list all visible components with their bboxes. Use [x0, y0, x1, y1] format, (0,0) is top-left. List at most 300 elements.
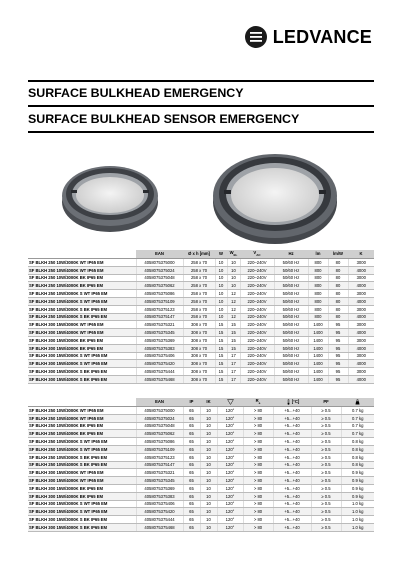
spec-cell: 50/60 Hz	[274, 337, 308, 345]
spec-cell: 10	[200, 407, 217, 415]
spec-cell: 10	[200, 422, 217, 430]
spec-cell: 65	[183, 422, 200, 430]
spec-cell: 80	[328, 259, 348, 267]
spec-cell: +5...+40	[273, 430, 311, 438]
spec-cell: 65	[183, 461, 200, 469]
column-header: $V_{AC}$	[240, 250, 274, 259]
spec-cell: 120°	[217, 477, 243, 485]
spec-cell: 65	[183, 516, 200, 524]
spec-cell: 120°	[217, 430, 243, 438]
spec-cell: 10	[227, 266, 240, 274]
product-name-cell: SF BLKH 250 10W/3000K WT IP65 EM	[28, 259, 136, 267]
product-name-cell: SF BLKH 300 15W/4000K WT IP65 EM	[28, 329, 136, 337]
spec-cell: 15	[215, 352, 227, 360]
spec-cell: 4058075375444	[136, 516, 183, 524]
spec-cell: 800	[308, 266, 328, 274]
spec-cell: 4058075375123	[136, 305, 183, 313]
spec-cell: 1400	[308, 375, 328, 383]
spec-cell: 4000	[348, 298, 374, 306]
header-product-name-blank	[28, 250, 136, 259]
product-name-cell: SF BLKH 250 10W/4000K S BK IP65 EM	[28, 461, 136, 469]
spec-cell: 65	[183, 500, 200, 508]
table-row	[28, 516, 374, 524]
spec-cell: 3000	[348, 352, 374, 360]
spec-cell: 95	[328, 329, 348, 337]
spec-cell: 220–240V	[240, 352, 274, 360]
spec-cell: ≥ 0.5	[311, 430, 341, 438]
spec-cell: 15	[227, 321, 240, 329]
brand-name: LEDVANCE	[272, 26, 372, 47]
spec-cell: 1400	[308, 352, 328, 360]
spec-cell: 95	[328, 344, 348, 352]
spec-cell: 12	[227, 305, 240, 313]
column-header: Hz	[274, 250, 308, 259]
table-row	[28, 360, 374, 368]
spec-cell: 65	[183, 430, 200, 438]
page-title-1: SURFACE BULKHEAD EMERGENCY	[28, 86, 244, 100]
spec-cell: 0.7 kg	[341, 407, 374, 415]
product-name-cell: SF BLKH 250 10W/4000K BK IP65 EM	[28, 282, 136, 290]
spec-cell: 0.9 kg	[341, 492, 374, 500]
spec-cell: 1.0 kg	[341, 516, 374, 524]
spec-cell: > 80	[243, 508, 273, 516]
spec-cell: 3000	[348, 305, 374, 313]
spec-cell: +5...+40	[273, 407, 311, 415]
product-name-cell: SF BLKH 300 15W/4000K S BK IP65 EM	[28, 523, 136, 531]
spec-cell: 220–240V	[240, 282, 274, 290]
spec-cell: 10	[200, 461, 217, 469]
table-row	[28, 329, 374, 337]
spec-cell: 15	[215, 321, 227, 329]
spec-cell: ≥ 0.5	[311, 407, 341, 415]
page-title-2: SURFACE BULKHEAD SENSOR EMERGENCY	[28, 112, 300, 126]
spec-cell: 65	[183, 523, 200, 531]
spec-cell: 1.0 kg	[341, 508, 374, 516]
specs-table-electrical	[28, 250, 374, 384]
divider-bottom	[28, 131, 374, 133]
spec-cell: 3000	[348, 321, 374, 329]
spec-cell: 120°	[217, 446, 243, 454]
temperature-icon: [°C]	[273, 398, 311, 407]
spec-cell: 50/60 Hz	[274, 368, 308, 376]
spec-cell: 95	[328, 321, 348, 329]
spec-cell: 220–240V	[240, 313, 274, 321]
table-row	[28, 290, 374, 298]
product-name-cell: SF BLKH 250 10W/3000K S WT IP65 EM	[28, 438, 136, 446]
spec-cell: 800	[308, 313, 328, 321]
spec-cell: 95	[328, 352, 348, 360]
column-header: $R_a$	[243, 398, 273, 407]
spec-cell: 3000	[348, 337, 374, 345]
product-name-cell: SF BLKH 250 10W/3000K S BK IP65 EM	[28, 305, 136, 313]
spec-cell: 4000	[348, 360, 374, 368]
spec-cell: ≥ 0.5	[311, 516, 341, 524]
spec-cell: 308 x 70	[183, 375, 215, 383]
spec-cell: 0.8 kg	[341, 453, 374, 461]
column-header: $W_{EL}$	[227, 250, 240, 259]
spec-cell: 15	[215, 368, 227, 376]
table-row	[28, 407, 374, 415]
spec-cell: 120°	[217, 422, 243, 430]
spec-cell: 4058075375048	[136, 274, 183, 282]
spec-cell: > 80	[243, 469, 273, 477]
spec-cell: 800	[308, 274, 328, 282]
table-row	[28, 313, 374, 321]
spec-cell: 12	[227, 290, 240, 298]
spec-cell: 10	[200, 414, 217, 422]
spec-cell: 308 x 70	[183, 321, 215, 329]
spec-cell: 17	[227, 375, 240, 383]
spec-cell: 50/60 Hz	[274, 298, 308, 306]
spec-cell: 50/60 Hz	[274, 321, 308, 329]
spec-cell: 220–240V	[240, 290, 274, 298]
product-name-cell: SF BLKH 250 10W/3000K WT IP65 EM	[28, 407, 136, 415]
spec-cell: 65	[183, 477, 200, 485]
spec-cell: 120°	[217, 508, 243, 516]
spec-cell: 10	[215, 313, 227, 321]
spec-cell: 0.8 kg	[341, 446, 374, 454]
spec-cell: 800	[308, 290, 328, 298]
table-row	[28, 321, 374, 329]
spec-cell: 800	[308, 282, 328, 290]
product-name-cell: SF BLKH 300 15W/3000K S WT IP65 EM	[28, 500, 136, 508]
spec-cell: 120°	[217, 523, 243, 531]
spec-cell: ≥ 0.5	[311, 469, 341, 477]
table-row	[28, 266, 374, 274]
product-name-cell: SF BLKH 250 10W/4000K WT IP65 EM	[28, 266, 136, 274]
column-header: K	[348, 250, 374, 259]
spec-cell: 1.0 kg	[341, 523, 374, 531]
spec-cell: 4000	[348, 344, 374, 352]
spec-cell: 4058075375024	[136, 414, 183, 422]
spec-cell: 10	[215, 282, 227, 290]
spec-cell: 10	[215, 266, 227, 274]
spec-cell: 308 x 70	[183, 352, 215, 360]
spec-cell: 50/60 Hz	[274, 313, 308, 321]
product-name-cell: SF BLKH 300 15W/3000K BK IP65 EM	[28, 337, 136, 345]
spec-cell: ≥ 0.5	[311, 461, 341, 469]
spec-cell: 4058075375086	[136, 438, 183, 446]
spec-cell: 308 x 70	[183, 329, 215, 337]
spec-cell: 4058075375321	[136, 321, 183, 329]
spec-cell: 50/60 Hz	[274, 290, 308, 298]
spec-cell: 17	[227, 352, 240, 360]
spec-cell: +5...+40	[273, 438, 311, 446]
spec-cell: 258 x 70	[183, 274, 215, 282]
table-row	[28, 375, 374, 383]
spec-cell: 65	[183, 414, 200, 422]
ledvance-logo-icon	[245, 26, 267, 48]
spec-cell: ≥ 0.5	[311, 492, 341, 500]
spec-cell: 120°	[217, 453, 243, 461]
spec-cell: 10	[200, 508, 217, 516]
spec-cell: 258 x 70	[183, 282, 215, 290]
spec-cell: > 80	[243, 407, 273, 415]
spec-cell: +5...+40	[273, 477, 311, 485]
spec-cell: 0.7 kg	[341, 414, 374, 422]
product-name-cell: SF BLKH 300 15W/3000K WT IP65 EM	[28, 469, 136, 477]
spec-cell: 4000	[348, 329, 374, 337]
spec-cell: 4058075375383	[136, 492, 183, 500]
spec-cell: > 80	[243, 438, 273, 446]
spec-cell: 800	[308, 298, 328, 306]
spec-cell: 4058075375406	[136, 352, 183, 360]
spec-cell: 220–240V	[240, 375, 274, 383]
spec-cell: 800	[308, 305, 328, 313]
product-name-cell: SF BLKH 300 15W/4000K WT IP65 EM	[28, 477, 136, 485]
spec-cell: 4058075375406	[136, 500, 183, 508]
brand-logo	[245, 26, 372, 48]
spec-cell: 10	[215, 274, 227, 282]
spec-cell: 220–240V	[240, 344, 274, 352]
table-row	[28, 368, 374, 376]
table-row	[28, 508, 374, 516]
spec-cell: 4058075375062	[136, 282, 183, 290]
spec-cell: 120°	[217, 516, 243, 524]
table-row	[28, 453, 374, 461]
spec-cell: ≥ 0.5	[311, 453, 341, 461]
spec-cell: 4000	[348, 282, 374, 290]
spec-cell: 10	[215, 259, 227, 267]
spec-cell: 80	[328, 266, 348, 274]
spec-cell: 220–240V	[240, 266, 274, 274]
spec-cell: 120°	[217, 407, 243, 415]
table-row	[28, 446, 374, 454]
spec-cell: 10	[200, 485, 217, 493]
spec-cell: 10	[215, 298, 227, 306]
spec-cell: 10	[227, 274, 240, 282]
spec-cell: 65	[183, 453, 200, 461]
product-name-cell: SF BLKH 300 15W/3000K S WT IP65 EM	[28, 352, 136, 360]
table-row	[28, 500, 374, 508]
spec-cell: ≥ 0.5	[311, 485, 341, 493]
spec-cell: 10	[227, 282, 240, 290]
spec-cell: 4058075375468	[136, 523, 183, 531]
spec-cell: 15	[227, 329, 240, 337]
table-row	[28, 337, 374, 345]
spec-cell: 4058075375024	[136, 266, 183, 274]
spec-cell: 4058075375369	[136, 485, 183, 493]
spec-cell: > 80	[243, 461, 273, 469]
spec-cell: 1400	[308, 321, 328, 329]
spec-cell: ≥ 0.5	[311, 523, 341, 531]
column-header: lm	[308, 250, 328, 259]
spec-cell: +5...+40	[273, 453, 311, 461]
product-image-300	[210, 140, 340, 250]
spec-cell: ≥ 0.5	[311, 477, 341, 485]
spec-cell: > 80	[243, 414, 273, 422]
product-name-cell: SF BLKH 250 10W/3000K BK IP65 EM	[28, 422, 136, 430]
spec-cell: 1400	[308, 329, 328, 337]
spec-cell: 308 x 70	[183, 337, 215, 345]
spec-cell: 120°	[217, 414, 243, 422]
spec-cell: 10	[200, 438, 217, 446]
column-header: PF	[311, 398, 341, 407]
product-name-cell: SF BLKH 250 10W/4000K S WT IP65 EM	[28, 446, 136, 454]
spec-cell: 50/60 Hz	[274, 360, 308, 368]
spec-cell: 220–240V	[240, 329, 274, 337]
column-header: lm/W	[328, 250, 348, 259]
spec-cell: 80	[328, 290, 348, 298]
spec-cell: 4058075375468	[136, 375, 183, 383]
spec-cell: 50/60 Hz	[274, 352, 308, 360]
spec-cell: 4058075375123	[136, 453, 183, 461]
spec-cell: 220–240V	[240, 321, 274, 329]
spec-cell: 220–240V	[240, 274, 274, 282]
spec-cell: 50/60 Hz	[274, 282, 308, 290]
spec-cell: 80	[328, 305, 348, 313]
spec-cell: 3000	[348, 290, 374, 298]
column-header: IK	[200, 398, 217, 407]
beam-angle-icon	[217, 398, 243, 407]
spec-cell: ≥ 0.5	[311, 438, 341, 446]
spec-cell: 258 x 70	[183, 313, 215, 321]
table-row	[28, 259, 374, 267]
spec-cell: 120°	[217, 485, 243, 493]
specs-table-physical	[28, 398, 374, 532]
spec-cell: 4058075375383	[136, 344, 183, 352]
spec-cell: > 80	[243, 477, 273, 485]
spec-cell: 65	[183, 446, 200, 454]
table-row	[28, 485, 374, 493]
spec-cell: ≥ 0.5	[311, 508, 341, 516]
spec-cell: 4058075375444	[136, 368, 183, 376]
spec-cell: 17	[227, 368, 240, 376]
spec-cell: ≥ 0.5	[311, 414, 341, 422]
spec-cell: +5...+40	[273, 508, 311, 516]
spec-cell: 3000	[348, 368, 374, 376]
spec-cell: 4058075375345	[136, 329, 183, 337]
product-name-cell: SF BLKH 300 15W/4000K S WT IP65 EM	[28, 360, 136, 368]
table-row	[28, 461, 374, 469]
spec-cell: ≥ 0.5	[311, 446, 341, 454]
spec-cell: 10	[200, 453, 217, 461]
table-row	[28, 305, 374, 313]
spec-cell: 3000	[348, 274, 374, 282]
spec-cell: 258 x 70	[183, 259, 215, 267]
spec-cell: 10	[200, 469, 217, 477]
table-row	[28, 282, 374, 290]
header-product-name-blank	[28, 398, 136, 407]
spec-cell: 65	[183, 438, 200, 446]
spec-cell: > 80	[243, 516, 273, 524]
spec-cell: 0.9 kg	[341, 485, 374, 493]
spec-cell: 0.7 kg	[341, 430, 374, 438]
table-row	[28, 422, 374, 430]
spec-cell: 95	[328, 337, 348, 345]
spec-cell: 50/60 Hz	[274, 266, 308, 274]
table-row	[28, 438, 374, 446]
spec-cell: 800	[308, 259, 328, 267]
spec-cell: > 80	[243, 523, 273, 531]
spec-cell: 258 x 70	[183, 266, 215, 274]
spec-cell: +5...+40	[273, 461, 311, 469]
column-header: EAN	[136, 250, 183, 259]
spec-cell: 4058075375062	[136, 430, 183, 438]
table-row	[28, 523, 374, 531]
table-row	[28, 469, 374, 477]
spec-cell: 308 x 70	[183, 360, 215, 368]
spec-cell: 1400	[308, 368, 328, 376]
spec-cell: 15	[215, 329, 227, 337]
product-name-cell: SF BLKH 300 15W/3000K S BK IP65 EM	[28, 368, 136, 376]
spec-cell: 10	[200, 477, 217, 485]
spec-cell: 4058075375369	[136, 337, 183, 345]
product-name-cell: SF BLKH 250 10W/4000K S WT IP65 EM	[28, 298, 136, 306]
spec-cell: 4058075375109	[136, 446, 183, 454]
spec-cell: 50/60 Hz	[274, 259, 308, 267]
spec-cell: 95	[328, 360, 348, 368]
spec-cell: > 80	[243, 485, 273, 493]
spec-cell: 4058075375147	[136, 313, 183, 321]
spec-cell: 50/60 Hz	[274, 274, 308, 282]
table-row	[28, 344, 374, 352]
spec-cell: 50/60 Hz	[274, 375, 308, 383]
spec-cell: 80	[328, 298, 348, 306]
spec-cell: 10	[215, 305, 227, 313]
product-name-cell: SF BLKH 250 10W/3000K S WT IP65 EM	[28, 290, 136, 298]
spec-cell: 10	[200, 523, 217, 531]
spec-cell: 15	[215, 375, 227, 383]
spec-cell: 1400	[308, 337, 328, 345]
spec-cell: 15	[227, 344, 240, 352]
spec-cell: 4058075375420	[136, 508, 183, 516]
spec-cell: 4058075375086	[136, 290, 183, 298]
spec-cell: 4058075375321	[136, 469, 183, 477]
spec-cell: 15	[215, 337, 227, 345]
table-row	[28, 352, 374, 360]
spec-cell: 1.0 kg	[341, 500, 374, 508]
spec-cell: 95	[328, 368, 348, 376]
spec-cell: 65	[183, 485, 200, 493]
column-header: EAN	[136, 398, 183, 407]
spec-cell: 220–240V	[240, 305, 274, 313]
spec-cell: 0.7 kg	[341, 422, 374, 430]
spec-cell: 10	[200, 430, 217, 438]
spec-cell: 3000	[348, 259, 374, 267]
spec-cell: 258 x 70	[183, 298, 215, 306]
spec-cell: 4058075375345	[136, 477, 183, 485]
spec-cell: > 80	[243, 492, 273, 500]
spec-cell: 12	[227, 313, 240, 321]
spec-cell: 15	[227, 337, 240, 345]
spec-cell: 80	[328, 313, 348, 321]
column-header: Ø x h [mm]	[183, 250, 215, 259]
spec-cell: ≥ 0.5	[311, 422, 341, 430]
spec-cell: +5...+40	[273, 492, 311, 500]
product-name-cell: SF BLKH 250 10W/3000K BK IP65 EM	[28, 274, 136, 282]
spec-cell: 220–240V	[240, 298, 274, 306]
spec-cell: 10	[215, 290, 227, 298]
spec-cell: 120°	[217, 438, 243, 446]
spec-cell: > 80	[243, 446, 273, 454]
spec-cell: 0.8 kg	[341, 438, 374, 446]
spec-cell: 120°	[217, 461, 243, 469]
spec-cell: 10	[200, 492, 217, 500]
spec-cell: ≥ 0.5	[311, 500, 341, 508]
spec-cell: 10	[200, 446, 217, 454]
spec-cell: > 80	[243, 430, 273, 438]
spec-cell: +5...+40	[273, 500, 311, 508]
spec-cell: 15	[215, 360, 227, 368]
spec-cell: 308 x 70	[183, 344, 215, 352]
spec-cell: 0.8 kg	[341, 461, 374, 469]
spec-cell: 0.9 kg	[341, 477, 374, 485]
spec-cell: > 80	[243, 422, 273, 430]
spec-cell: +5...+40	[273, 523, 311, 531]
divider-top	[28, 80, 374, 82]
spec-cell: 10	[200, 500, 217, 508]
